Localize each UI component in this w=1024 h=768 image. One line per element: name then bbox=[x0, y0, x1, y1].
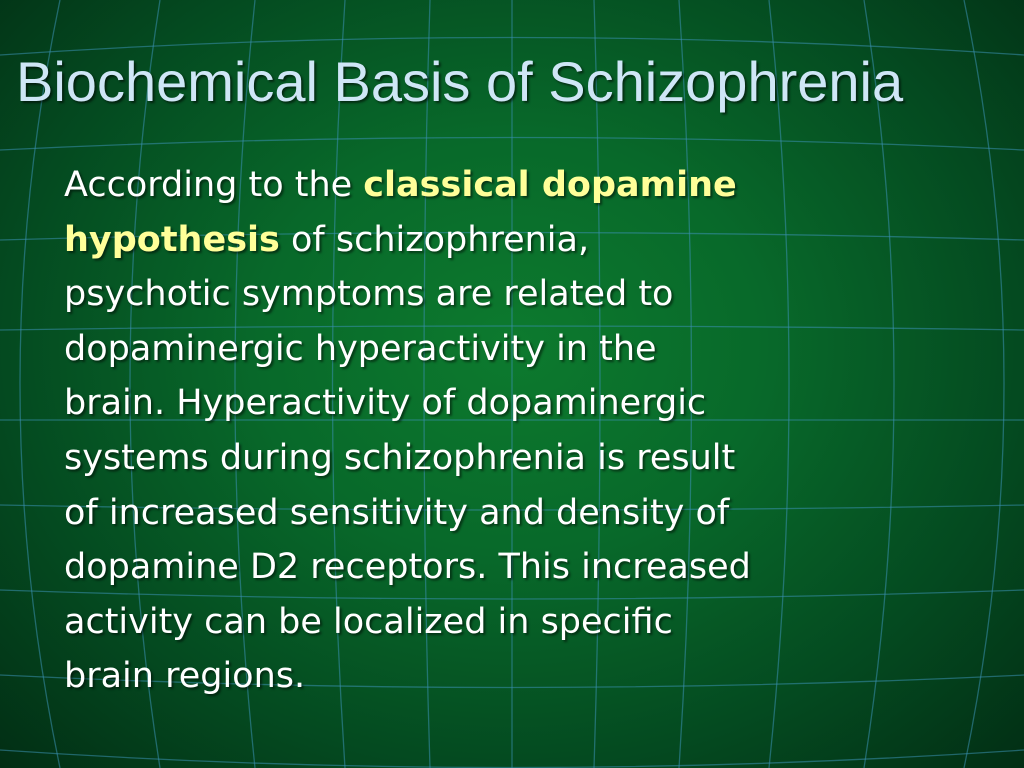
body-line bbox=[64, 267, 994, 322]
slide-body bbox=[64, 158, 994, 704]
highlighted-term: classical dopamine bbox=[363, 165, 737, 205]
body-line bbox=[64, 213, 994, 268]
body-text-segment: brain. Hyperactivity of dopaminergic bbox=[64, 383, 707, 424]
body-text-segment: psychotic symptoms are related to bbox=[64, 274, 674, 315]
body-line bbox=[64, 322, 994, 377]
body-text-segment: systems during schizophrenia is result bbox=[64, 437, 736, 478]
body-text-segment: activity can be localized in specific bbox=[64, 601, 673, 642]
body-line bbox=[64, 595, 994, 650]
body-line bbox=[64, 486, 994, 541]
body-text-segment: brain regions. bbox=[64, 656, 306, 697]
body-text-segment: of increased sensitivity and density of bbox=[64, 492, 730, 533]
body-text-segment: According to the bbox=[64, 165, 364, 205]
body-line bbox=[64, 540, 994, 595]
body-line bbox=[64, 158, 994, 213]
body-text-segment: dopamine D2 receptors. This increased bbox=[64, 547, 751, 588]
body-line bbox=[64, 376, 994, 431]
body-line bbox=[64, 431, 994, 486]
body-text-segment: of schizophrenia, bbox=[279, 219, 590, 260]
highlighted-term: hypothesis bbox=[64, 219, 280, 260]
body-text-segment: dopaminergic hyperactivity in the bbox=[64, 328, 657, 369]
slide-title: Biochemical Basis of Schizophrenia bbox=[16, 50, 904, 113]
body-line bbox=[64, 649, 994, 704]
